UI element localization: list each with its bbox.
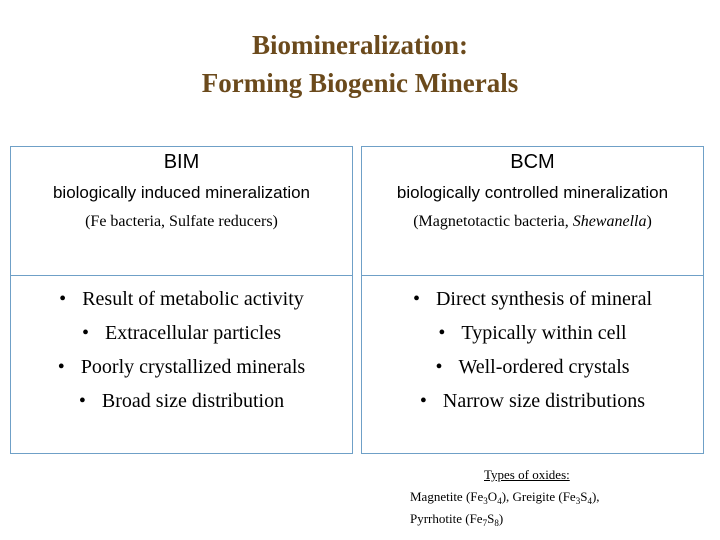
list-item: • Typically within cell (362, 316, 703, 350)
bullet-icon: • (59, 288, 67, 310)
slide-title (0, 26, 720, 102)
bim-panel (10, 146, 353, 454)
bcm-abbreviation: BCM (510, 151, 555, 173)
list-item: • Narrow size distributions (362, 384, 703, 418)
list-item: • Result of metabolic activity (11, 282, 352, 316)
oxides-note (410, 464, 710, 530)
bcm-panel (361, 146, 704, 454)
bullet-icon: • (435, 356, 443, 378)
oxides-line-1: Magnetite $(Fe_3O_4)$, Greigite $(Fe_3S_4)$, (410, 489, 600, 506)
bim-abbreviation: BIM (163, 151, 200, 173)
oxides-heading: Types of oxides: (484, 467, 570, 482)
bullet-icon: • (57, 356, 65, 378)
bullet-icon: • (81, 322, 89, 344)
list-item: • Well-ordered crystals (362, 350, 703, 384)
bcm-full-name: biologically controlled mineralization (396, 183, 669, 202)
bim-bullet-list (11, 282, 352, 418)
bcm-divider (362, 275, 703, 276)
bullet-icon: • (78, 390, 86, 412)
bullet-icon: • (438, 322, 446, 344)
shewanella-text: Shewanella (572, 213, 647, 230)
list-item: • Broad size distribution (11, 384, 352, 418)
title-line-2: Forming Biogenic Minerals (201, 68, 519, 98)
list-item: • Extracellular particles (11, 316, 352, 350)
bim-divider (11, 275, 352, 276)
bcm-bullet-list (362, 282, 703, 418)
bullet-icon: • (419, 390, 427, 412)
oxides-line-2: Pyrrhotite $(Fe_7S_8)$ (410, 511, 504, 528)
title-line-1: Biomineralization: (252, 30, 468, 60)
bim-full-name: biologically induced mineralization (52, 183, 311, 202)
bim-examples: (Fe bacteria, Sulfate reducers) (85, 213, 278, 230)
list-item: • Poorly crystallized minerals (11, 350, 352, 384)
bcm-examples: (Magnetotactic bacteria, Shewanella) (413, 213, 652, 230)
list-item: • Direct synthesis of mineral (362, 282, 703, 316)
bullet-icon: • (412, 288, 420, 310)
